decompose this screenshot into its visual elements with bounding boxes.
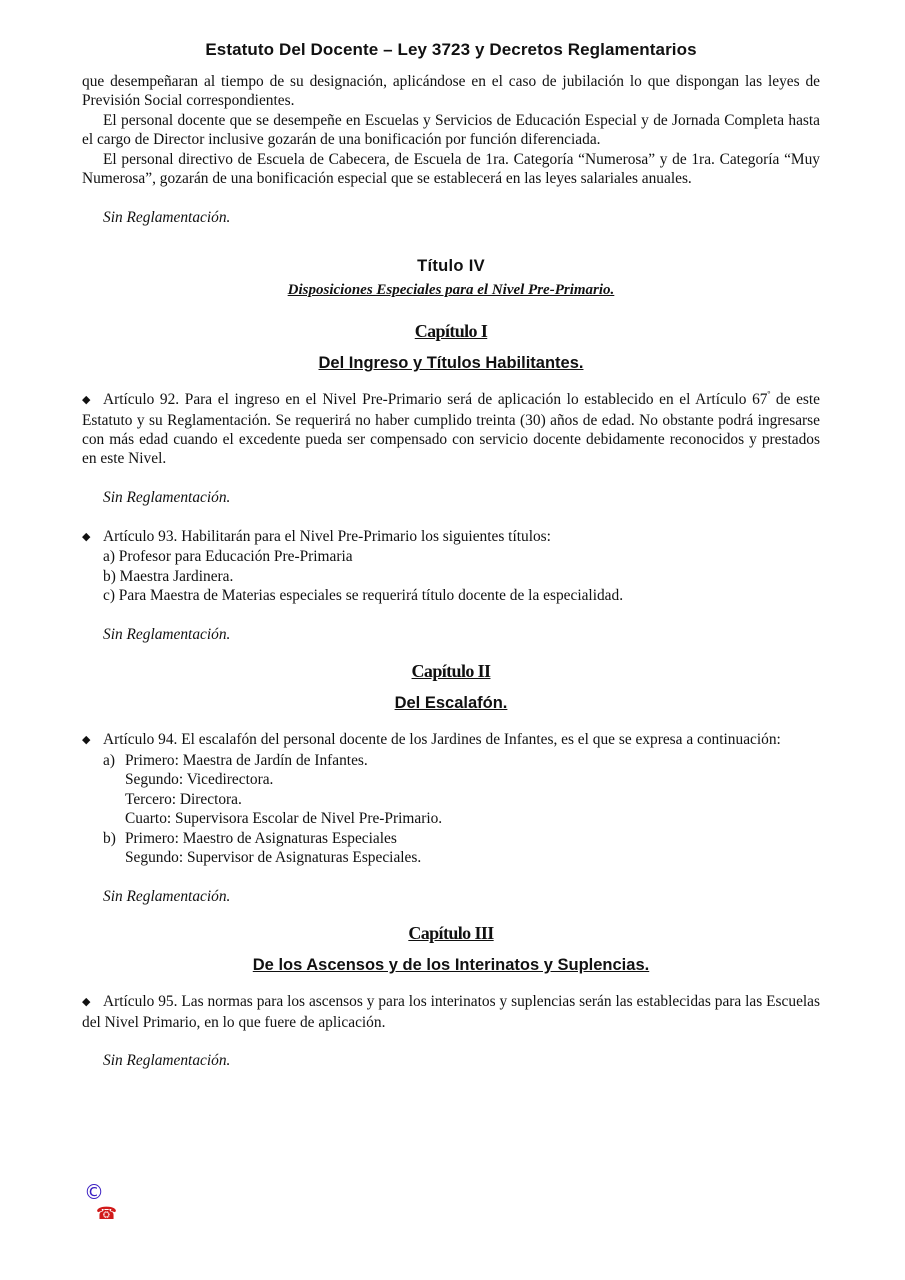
diamond-bullet-icon: ◆ xyxy=(82,394,91,407)
list-item: b) Maestra Jardinera. xyxy=(103,567,234,585)
list-item: Primero: Maestra de Jardín de Infantes. xyxy=(125,751,368,769)
sin-reglamentacion: Sin Reglamentación. xyxy=(103,1052,231,1070)
capitulo-2-subtitle: Del Escalafón. xyxy=(394,694,508,713)
list-item: Cuarto: Supervisora Escolar de Nivel Pre-Primario. xyxy=(125,810,443,828)
escalafon-group-b: b) Primero: Maestro de Asignaturas Especiales Segundo: Supervisor de Asignaturas Especiales. xyxy=(103,829,422,866)
titulo-subtitle: Disposiciones Especiales para el Nivel Pre-Primario. xyxy=(287,282,615,299)
page-header: Estatuto Del Docente – Ley 3723 y Decretos Reglamentarios xyxy=(205,40,697,59)
list-item: Segundo: Supervisor de Asignaturas Especiales. xyxy=(125,848,422,866)
list-item: Segundo: Vicedirectora. xyxy=(125,771,274,789)
page-footer xyxy=(84,1180,117,1224)
articulo-94: ◆ Artículo 94. El escalafón del personal docente de los Jardines de Infantes, es el que se expresa a continuación: xyxy=(82,730,820,750)
paragraph-intro-2: El personal docente que se desempeñe en Escuelas y Servicios de Educación Especial y de Jornada Completa hasta el cargo de Director inclusive gozarán de una bonificación por función diferenciada. xyxy=(82,111,820,149)
capitulo-3-heading: Capítulo III xyxy=(408,923,494,944)
sin-reglamentacion: Sin Reglamentación. xyxy=(103,626,231,644)
document-page xyxy=(82,40,820,1071)
copyright-icon: © xyxy=(84,1180,104,1204)
phone-icon: ☎ xyxy=(96,1204,118,1224)
escalafon-group-a: a) Primero: Maestra de Jardín de Infantes. Segundo: Vicedirectora. Tercero: Directora. Cuarto: Supervisora Escolar de Nivel Pre-Primario. xyxy=(103,751,443,828)
diamond-bullet-icon: ◆ xyxy=(82,531,91,544)
sin-reglamentacion: Sin Reglamentación. xyxy=(103,208,231,226)
titulo-heading: Título IV xyxy=(417,257,485,276)
articulo-92: ◆ Artículo 92. Para el ingreso en el Nivel Pre-Primario será de aplicación lo establecido en el Artículo $67^º$ de este Estatuto y su Reglamentación. Se requerirá no haber cumplido treinta (30) años de edad. No obstante podrá ingresarse con más edad cuando el excedente pueda ser compensado con servicio docente debidamente reconocidos y prestados en este Nivel. xyxy=(82,389,821,468)
capitulo-3-subtitle: De los Ascensos y de los Interinatos y Suplencias. xyxy=(252,956,650,975)
articulo-95: ◆ Artículo 95. Las normas para los ascensos y para los interinatos y suplencias serán las establecidas para las Escuelas del Nivel Primario, en lo que fuere de aplicación. xyxy=(82,993,820,1031)
list-item: a) Profesor para Educación Pre-Primaria xyxy=(103,548,353,566)
list-item: c) Para Maestra de Materias especiales se requerirá título docente de la especialidad. xyxy=(103,587,624,605)
diamond-bullet-icon: ◆ xyxy=(82,734,91,747)
diamond-bullet-icon: ◆ xyxy=(82,996,91,1009)
list-item: Primero: Maestro de Asignaturas Especiales xyxy=(125,829,397,847)
capitulo-1-subtitle: Del Ingreso y Títulos Habilitantes. xyxy=(318,354,584,373)
capitulo-2-heading: Capítulo II xyxy=(411,661,491,682)
capitulo-1-heading: Capítulo I xyxy=(414,321,488,342)
sin-reglamentacion: Sin Reglamentación. xyxy=(103,887,231,905)
articulo-93: ◆ Artículo 93. Habilitarán para el Nivel Pre-Primario los siguientes títulos: xyxy=(82,527,820,547)
paragraph-intro-1: que desempeñaran al tiempo de su designación, aplicándose en el caso de jubilación lo que dispongan las leyes de Previsión Social correspondientes. xyxy=(82,73,820,110)
paragraph-intro-3: El personal directivo de Escuela de Cabecera, de Escuela de 1ra. Categoría “Numerosa” y de 1ra. Categoría “Muy Numerosa”, gozarán de una bonificación especial que se establecerá en las leyes salariales anuales. xyxy=(82,150,820,188)
list-item: Tercero: Directora. xyxy=(125,790,242,808)
sin-reglamentacion: Sin Reglamentación. xyxy=(103,489,231,507)
